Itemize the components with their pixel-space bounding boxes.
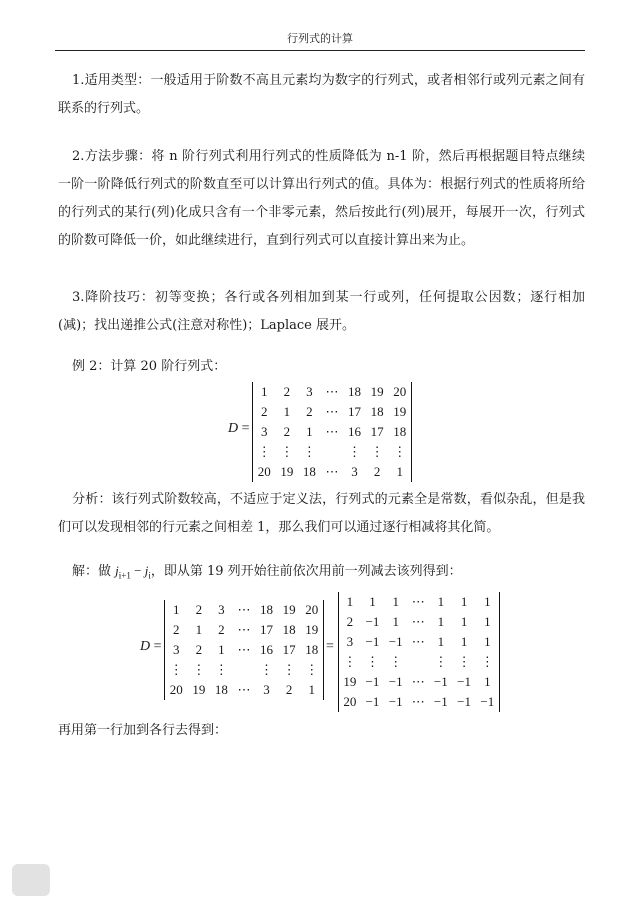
- matrix-a-cell: ⋮: [214, 662, 228, 677]
- matrix-b-cell: ⋮: [343, 654, 357, 669]
- matrix-a-cell: 20: [393, 384, 407, 399]
- matrix-a-cell: ⋯: [237, 682, 251, 697]
- subscript-i-plus-1: i+1: [118, 570, 131, 581]
- matrix-a-cell: 2: [218, 622, 225, 637]
- matrix-a-table: [253, 382, 411, 482]
- matrix-b-cell: 1: [369, 594, 376, 609]
- matrix-b-cell: −1: [365, 614, 380, 629]
- matrix-a-cell: 18: [305, 642, 319, 657]
- matrix-a-cell: 2: [285, 682, 293, 697]
- matrix-a-cell: 2: [195, 602, 203, 617]
- matrix-a-cell: 17: [260, 622, 274, 637]
- matrix-b-cell: ⋯: [411, 614, 425, 629]
- matrix-a-cell: 2: [306, 404, 313, 419]
- matrix-b-cell: ⋯: [411, 594, 425, 609]
- matrix-a-cell: 3: [306, 384, 313, 399]
- matrix-a-cell: 3: [218, 602, 225, 617]
- matrix-b-cell: 1: [484, 594, 491, 609]
- matrix-b-row-3: [339, 632, 499, 652]
- paragraph-method-steps: [58, 143, 585, 255]
- matrix-b-cell: −1: [457, 674, 471, 689]
- matrix-b-cell: ⋮: [457, 654, 471, 669]
- matrix-a-row-3: [253, 422, 411, 442]
- matrix-a-row-1: [165, 600, 323, 620]
- j-symbol: j: [144, 563, 149, 578]
- matrix-a-row-1: [253, 382, 411, 402]
- paragraph-analysis: [58, 486, 585, 542]
- paragraph-text: 2.方法步骤：将 n 阶行列式利用行列式的性质降低为 n-1 阶，然后再根据题目特点继续一阶一阶降低行列式的阶数直至可以计算出行列式的值。具体为：根据行列式的性质将所给的行列式的某行(列)化成只含有一个非零元素，然后按此行(列)展开，每展开一次，行列式的阶数可降低一价，如此继续进行，直到行列式可以直接计算出来为止。: [58, 149, 585, 248]
- matrix-b-cell: 1: [484, 674, 491, 689]
- matrix-a-row-2: [165, 620, 323, 640]
- matrix-a-cell: 20: [305, 602, 319, 617]
- equals-sign: =: [326, 639, 334, 654]
- matrix-a-cell: ⋮: [370, 444, 384, 459]
- matrix-a-cell: 18: [260, 602, 274, 617]
- matrix-a-row-5: [253, 462, 411, 482]
- matrix-a-row-4: [165, 660, 323, 680]
- matrix-b-row-6: [339, 692, 499, 712]
- matrix-a-cell: 2: [173, 622, 180, 637]
- equals-between-determinants: [326, 639, 334, 655]
- matrix-a-cell: 19: [280, 464, 294, 479]
- matrix-b-cell: 1: [437, 594, 445, 609]
- matrix-b-cell: −1: [388, 634, 403, 649]
- matrix-a-cell: 19: [192, 682, 206, 697]
- solution-formula: [115, 563, 151, 581]
- page-corner-button[interactable]: [12, 864, 50, 896]
- matrix-a-cell: 1: [173, 602, 180, 617]
- matrix-b-cell: ⋮: [434, 654, 448, 669]
- matrix-a-cell: 1: [306, 424, 313, 439]
- matrix-b-cell: 1: [484, 614, 491, 629]
- matrix-b-cell: 2: [346, 614, 354, 629]
- matrix-a-cell: 1: [396, 464, 403, 479]
- det-variable: D: [140, 639, 151, 654]
- paragraph-example-2: [58, 353, 585, 381]
- j-symbol: j: [115, 563, 119, 578]
- page-header-title: 行列式的计算: [55, 30, 585, 51]
- matrix-a-cell: ⋯: [237, 622, 251, 637]
- matrix-a-cell: 2: [373, 464, 381, 479]
- matrix-b-cell: 3: [346, 634, 354, 649]
- matrix-a-cell: ⋮: [169, 662, 183, 677]
- matrix-b-row-4: [339, 652, 499, 672]
- matrix-a-table: [165, 600, 323, 700]
- matrix-a-cell: ⋯: [325, 424, 339, 439]
- matrix-b-cell: ⋮: [480, 654, 494, 669]
- matrix-b-cell: 19: [343, 674, 357, 689]
- matrix-a-row-2: [253, 402, 411, 422]
- matrix-a-cell: 19: [282, 602, 296, 617]
- matrix-a-cell: 20: [257, 464, 271, 479]
- matrix-a-cell: 2: [195, 642, 203, 657]
- matrix-a-cell: ⋮: [348, 444, 362, 459]
- matrix-b-cell: 1: [460, 614, 468, 629]
- matrix-a-cell: 16: [260, 642, 274, 657]
- matrix-a-cell: ⋯: [325, 404, 339, 419]
- determinant-label: [228, 421, 250, 437]
- matrix-a-cell: 18: [348, 384, 362, 399]
- matrix-a-cell: 18: [214, 682, 228, 697]
- matrix-b-cell: −1: [365, 634, 380, 649]
- matrix-b-row-1: [339, 592, 499, 612]
- matrix-b-cell: [407, 652, 429, 672]
- determinant-matrix-a: [252, 382, 412, 482]
- matrix-b-table: [339, 592, 499, 712]
- matrix-b-cell: 1: [460, 594, 468, 609]
- determinant-matrix-a-repeat: [164, 600, 324, 700]
- matrix-a-cell: 1: [308, 682, 315, 697]
- subscript-i: i: [148, 570, 151, 581]
- paragraph-text: 1.适用类型：一般适用于阶数不高且元素均为数字的行列式，或者相邻行或列元素之间有联系的行列式。: [58, 73, 585, 116]
- matrix-a-cell: 18: [282, 622, 296, 637]
- matrix-a-cell: ⋮: [393, 444, 407, 459]
- matrix-b-cell: 1: [392, 614, 399, 629]
- equals-sign: =: [241, 421, 250, 436]
- matrix-b-cell: 1: [392, 594, 399, 609]
- paragraph-text: 再用第一行加到各行去得到：: [58, 723, 228, 738]
- determinant-label: [140, 639, 162, 655]
- matrix-b-cell: −1: [365, 694, 380, 709]
- matrix-a-cell: ⋮: [280, 444, 294, 459]
- matrix-b-cell: ⋯: [411, 634, 425, 649]
- matrix-a-cell: ⋮: [305, 662, 319, 677]
- matrix-a-cell: 3: [351, 464, 358, 479]
- matrix-b-cell: 20: [343, 694, 357, 709]
- matrix-a-cell: ⋮: [257, 444, 271, 459]
- paragraph-applicable-types: [58, 67, 585, 123]
- matrix-b-cell: −1: [480, 694, 495, 709]
- matrix-b-cell: −1: [388, 674, 403, 689]
- matrix-a-cell: [233, 660, 256, 680]
- matrix-b-cell: ⋯: [411, 694, 425, 709]
- matrix-a-cell: 1: [195, 622, 203, 637]
- matrix-b-cell: 1: [484, 634, 491, 649]
- det-variable: D: [228, 421, 239, 436]
- matrix-b-cell: 1: [437, 614, 445, 629]
- matrix-a-cell: 18: [370, 404, 384, 419]
- matrix-a-cell: 3: [261, 424, 268, 439]
- matrix-b-cell: −1: [433, 674, 448, 689]
- matrix-a-cell: 3: [263, 682, 270, 697]
- matrix-a-row-3: [165, 640, 323, 660]
- matrix-b-row-2: [339, 612, 499, 632]
- matrix-b-cell: 1: [460, 634, 468, 649]
- matrix-a-cell: 18: [393, 424, 407, 439]
- matrix-a-cell: ⋮: [282, 662, 296, 677]
- matrix-a-cell: 19: [393, 404, 407, 419]
- paragraph-solution: [58, 557, 585, 590]
- matrix-b-cell: 1: [437, 634, 445, 649]
- matrix-a-cell: ⋯: [237, 642, 251, 657]
- paragraph-text: 分析：该行列式阶数较高，不适应于定义法，行列式的元素全是常数，看似杂乱，但是我们可以发现相邻的行元素之间相差 1，那么我们可以通过逐行相减将其化简。: [58, 492, 585, 535]
- matrix-a-cell: ⋯: [237, 602, 251, 617]
- matrix-a-cell: 19: [370, 384, 384, 399]
- minus-sign: −: [130, 563, 145, 578]
- matrix-a-cell: ⋯: [325, 384, 339, 399]
- matrix-a-cell: 1: [261, 384, 268, 399]
- matrix-b-cell: −1: [457, 694, 471, 709]
- matrix-b-cell: 1: [346, 594, 354, 609]
- equals-sign: =: [153, 639, 162, 654]
- matrix-a-cell: 2: [283, 424, 291, 439]
- matrix-b-cell: −1: [433, 694, 448, 709]
- matrix-a-row-5: [165, 680, 323, 700]
- matrix-a-cell: ⋮: [260, 662, 274, 677]
- matrix-a-cell: 17: [348, 404, 362, 419]
- matrix-b-cell: −1: [365, 674, 380, 689]
- matrix-a-cell: 3: [173, 642, 180, 657]
- paragraph-text: 3.降阶技巧：初等变换；各行或各列相加到某一行或列，任何提取公因数；逐行相加(减)；找出递推公式(注意对称性)；Laplace 展开。: [58, 290, 585, 333]
- matrix-a-cell: 19: [305, 622, 319, 637]
- paragraph-text: 例 2：计算 20 阶行列式：: [72, 359, 227, 374]
- matrix-a-cell: 16: [348, 424, 362, 439]
- determinant-matrix-b: [338, 592, 500, 712]
- matrix-a-cell: ⋮: [192, 662, 206, 677]
- matrix-a-cell: 2: [283, 384, 291, 399]
- matrix-a-cell: 17: [370, 424, 384, 439]
- paragraph-reduction-tricks: [58, 284, 585, 340]
- matrix-a-cell: 20: [169, 682, 183, 697]
- paragraph-final-step: [58, 717, 585, 745]
- matrix-a-cell: 18: [302, 464, 316, 479]
- solution-suffix: ，即从第 19 列开始往前依次用前一列减去该列得到：: [150, 564, 462, 579]
- matrix-a-cell: ⋯: [325, 464, 339, 479]
- matrix-a-cell: 2: [261, 404, 268, 419]
- matrix-b-cell: ⋯: [411, 674, 425, 689]
- matrix-a-cell: 17: [282, 642, 296, 657]
- matrix-a-cell: 1: [283, 404, 291, 419]
- solution-prefix: 解：做: [72, 564, 116, 579]
- matrix-b-cell: ⋮: [389, 654, 403, 669]
- matrix-b-cell: −1: [388, 694, 403, 709]
- matrix-a-cell: 1: [218, 642, 225, 657]
- matrix-a-cell: [321, 442, 344, 462]
- matrix-a-row-4: [253, 442, 411, 462]
- matrix-b-cell: ⋮: [365, 654, 379, 669]
- matrix-b-row-5: [339, 672, 499, 692]
- matrix-a-cell: ⋮: [302, 444, 316, 459]
